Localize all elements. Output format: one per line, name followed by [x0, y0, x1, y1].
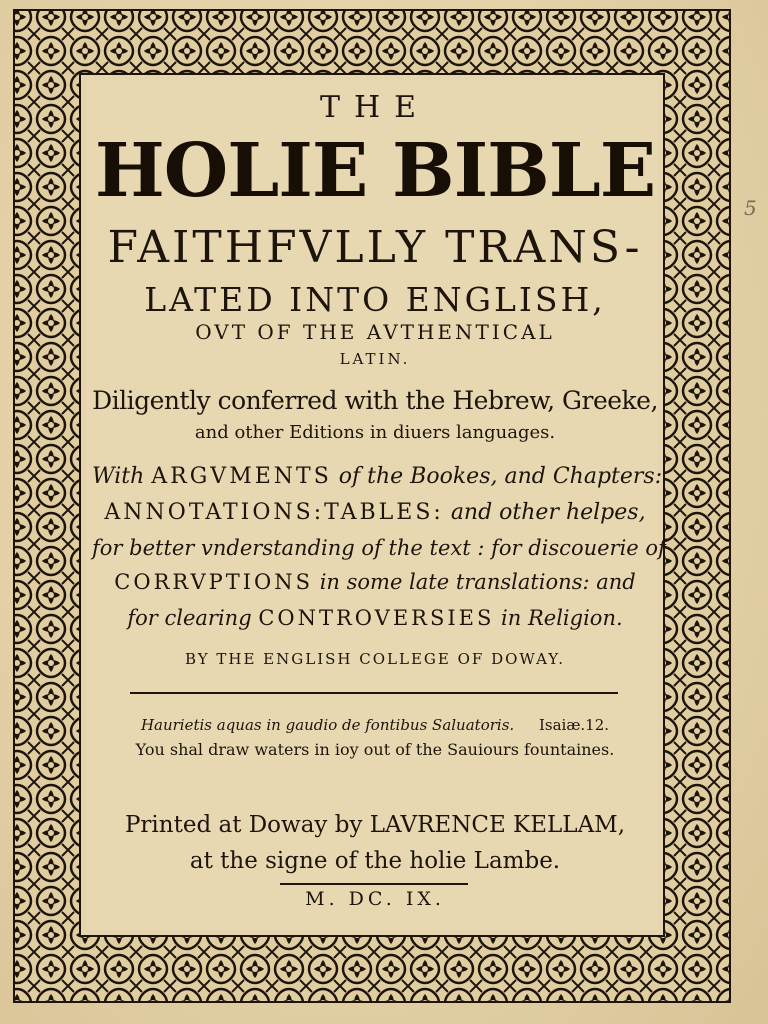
line-annotations	[92, 500, 658, 525]
latin-reference: Isaiæ.12.	[538, 716, 610, 734]
imprint-date: M. DC. IX.	[305, 888, 445, 910]
latin-quote-text: Haurietis aquas in gaudio de fontibus Saluatoris.	[140, 716, 515, 734]
margin-mark: 5	[744, 196, 757, 220]
corruptions-text: CORRVPTIONS	[114, 570, 314, 594]
line-corruptions	[92, 570, 658, 594]
translations-text: in some late translations: and	[319, 570, 636, 594]
annotations-text: ANNOTATIONS:TABLES:	[104, 500, 444, 525]
date-rule	[280, 883, 468, 885]
divider-rule	[130, 692, 618, 694]
title-the: THE	[319, 90, 431, 125]
imprint-signe: at the signe of the holie Lambe.	[189, 848, 561, 874]
with-text: With	[92, 464, 145, 489]
imprint-printed: Printed at Doway by LAVRENCE KELLAM,	[124, 812, 626, 838]
controversies-text: CONTROVERSIES	[258, 606, 495, 630]
title-page	[92, 80, 666, 920]
subtitle-out: OVT OF THE AVTHENTICAL	[195, 320, 555, 344]
line-better: for better vnderstanding of the text : for discouerie of	[92, 536, 666, 560]
subtitle-faithfully: FAITHFVLLY TRANS-	[107, 222, 643, 273]
line-diligently: Diligently conferred with the Hebrew, Greeke,	[92, 386, 658, 415]
subtitle-lated: LATED INTO ENGLISH,	[144, 280, 606, 319]
line-controversies	[92, 606, 658, 630]
english-quote: You shal draw waters in ioy out of the Sauiours fountaines.	[135, 740, 615, 759]
helpes-text: and other helpes,	[450, 500, 646, 525]
arguments-text: ARGVMENTS	[151, 464, 332, 489]
clearing-text: for clearing	[127, 606, 252, 630]
main-title: HOLIE BIBLE	[94, 128, 656, 214]
religion-text: in Religion.	[501, 606, 623, 630]
subtitle-latin: LATIN.	[339, 350, 411, 368]
books-text: of the Bookes, and Chapters:	[338, 464, 663, 489]
line-editions: and other Editions in diuers languages.	[194, 422, 556, 443]
latin-quote	[92, 716, 658, 734]
line-college: BY THE ENGLISH COLLEGE OF DOWAY.	[184, 650, 566, 668]
line-arguments	[92, 464, 663, 489]
